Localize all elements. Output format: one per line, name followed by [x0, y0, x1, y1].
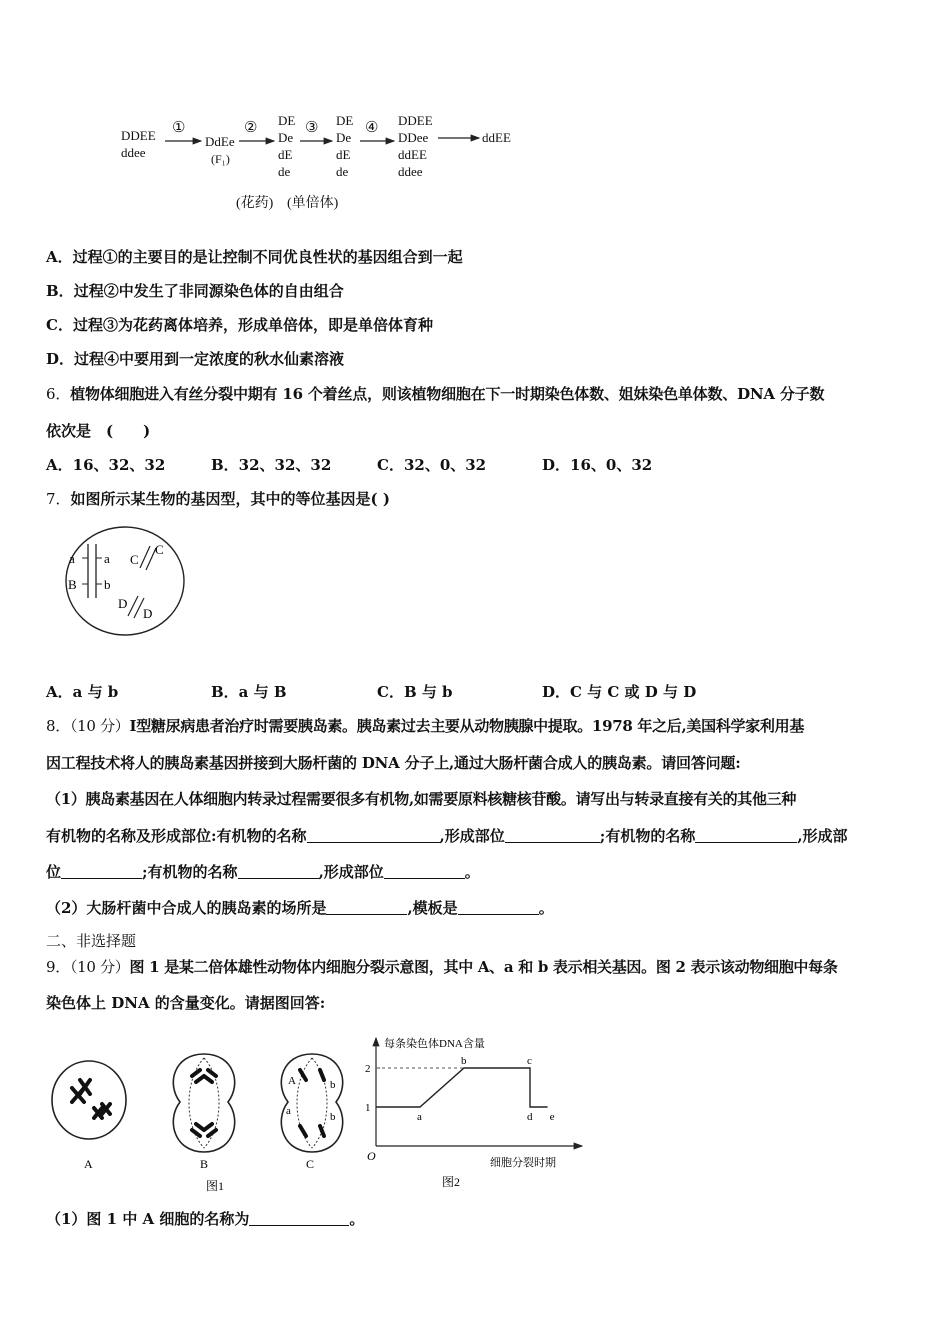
step-2-label: ②: [244, 120, 258, 136]
q7-option-d: D．C 与 C 或 D 与 D: [542, 683, 697, 701]
doubled-3: ddEE: [398, 147, 427, 162]
blank-prompt: （1）图 1 中 A 细胞的名称为: [46, 1210, 250, 1228]
answer-blank-6[interactable]: [384, 864, 465, 879]
cell-membrane: [66, 527, 184, 635]
q9-stem-line2: 染色体上 DNA 的含量变化。请据图回答:: [46, 994, 326, 1012]
q8-stem-line2: 因工程技术将人的胰岛素基因拼接到大肠杆菌的 DNA 分子上,通过大肠杆菌合成人的胰岛素。请回答问题:: [46, 754, 741, 772]
step-4-label: ④: [365, 120, 379, 136]
cell-b-membrane: [173, 1054, 234, 1152]
step-1-label: ①: [172, 120, 186, 136]
q6-option-a: A．16、32、32: [46, 456, 166, 474]
answer-blank-5[interactable]: [238, 864, 319, 879]
gamete-de-2: De: [278, 130, 294, 145]
blank-prompt: 位: [46, 863, 62, 881]
y-tick-2: 2: [365, 1063, 371, 1075]
point-label-c: c: [527, 1055, 532, 1067]
y-axis-title: 每条染色体DNA含量: [384, 1038, 485, 1050]
point-label-a: a: [417, 1111, 422, 1123]
gamete-de-1: DE: [278, 113, 296, 128]
q6-option-c: C．32、0、32: [377, 456, 487, 474]
series-line: [376, 1068, 548, 1107]
gamete-de-4: de: [278, 164, 291, 179]
cell-b-chromosomes: [192, 1070, 216, 1136]
answer-blank-9[interactable]: [249, 1211, 349, 1226]
parent-ddee-lower: ddee: [121, 145, 146, 160]
q8-part2: [46, 897, 554, 918]
blank-prompt: ,形成部位: [318, 863, 384, 881]
gene-label-D-left: D: [118, 596, 128, 611]
blank-prompt: 。: [538, 899, 554, 917]
parent-ddee-upper: DDEE: [121, 128, 156, 143]
q7-option-b: B．a 与 B: [211, 683, 287, 701]
q5-option-b: [46, 280, 344, 301]
gene-label-C-right: C: [155, 542, 164, 557]
answer-blank-1[interactable]: [307, 828, 440, 843]
gene-label-lower-a: a: [286, 1105, 291, 1117]
step-3-label: ③: [305, 120, 319, 136]
q5-option-c: [46, 314, 433, 335]
q5-option-d: [46, 348, 344, 369]
haploid-3: dE: [336, 147, 351, 162]
figure-1-caption: 图1: [206, 1179, 225, 1193]
question-number: 6．: [46, 385, 71, 403]
question-text: 植物体细胞进入有丝分裂中期有 16 个着丝点，则该植物细胞在下一时期染色体数、姐妹染色单体数、DNA 分子数: [70, 385, 825, 403]
blank-prompt: ,形成部位: [439, 827, 505, 845]
q6-option-d: D．16、0、32: [542, 456, 653, 474]
section-heading: 二、非选择题: [46, 932, 137, 950]
point-label-d: d: [527, 1111, 533, 1123]
q7-option-c: C．B 与 b: [377, 683, 453, 701]
gene-label-lower-b: b: [330, 1111, 336, 1123]
cell-a-label: A: [84, 1157, 93, 1171]
gene-label-b: b: [104, 577, 111, 592]
answer-blank-2[interactable]: [505, 828, 600, 843]
gamete-de-3: dE: [278, 147, 293, 162]
q8-part1-line3: [46, 861, 480, 882]
q5-option-a: [46, 246, 463, 267]
q6-stem-line2: 依次是 ( ): [46, 422, 151, 440]
option-letter: A．: [46, 248, 73, 266]
q7-stem: [46, 488, 390, 509]
cell-b-label: B: [200, 1157, 209, 1171]
cell-c-label: C: [306, 1157, 315, 1171]
q8-stem-line1: [46, 715, 804, 736]
q8-part1-line2: [46, 825, 848, 846]
point-label-e: e: [549, 1111, 555, 1123]
cell-c-membrane: [281, 1054, 342, 1152]
f1-label: (F₁): [211, 152, 230, 166]
q6-stem-line1: [46, 383, 824, 404]
question-text: Ⅰ型糖尿病患者治疗时需要胰岛素。胰岛素过去主要从动物胰腺中提取。1978 年之后,美国科学家利用基: [129, 717, 805, 735]
q9-stem-line1: [46, 956, 838, 977]
cell-a-membrane: [52, 1061, 126, 1139]
option-text: 过程②中发生了非同源染色体的自由组合: [73, 282, 344, 300]
question-number: 8．: [46, 717, 70, 735]
option-letter: D．: [46, 350, 75, 368]
gene-label-C-left: C: [130, 552, 139, 567]
option-text: 过程①的主要目的是让控制不同优良性状的基因组合到一起: [72, 248, 463, 266]
blank-prompt: （2）大肠杆菌中合成人的胰岛素的场所是: [46, 899, 327, 917]
q9-sub1: [46, 1208, 364, 1229]
blank-prompt: ;有机物的名称: [142, 863, 238, 881]
q8-part1-line1: （1）胰岛素基因在人体细胞内转录过程需要很多有机物,如需要原料核糖核苷酸。请写出与转录直接有关的其他三种: [46, 790, 797, 808]
option-letter: B．: [46, 282, 74, 300]
blank-prompt: ,形成部: [797, 827, 848, 845]
answer-blank-4[interactable]: [61, 864, 142, 879]
haploid-1: DE: [336, 113, 354, 128]
question-score: （10 分）: [69, 958, 130, 976]
question-score: （10 分）: [69, 717, 130, 735]
haploid-2: De: [336, 130, 352, 145]
result-genotype: ddEE: [482, 130, 511, 145]
point-label-b: b: [461, 1055, 467, 1067]
y-tick-1: 1: [365, 1102, 371, 1114]
answer-blank-8[interactable]: [458, 900, 539, 915]
gene-label-a-left: a: [69, 551, 75, 566]
caption-haploid: (单倍体): [287, 196, 339, 211]
q7-option-a: A．a 与 b: [46, 683, 119, 701]
blank-prompt: 有机物的名称及形成部位:有机物的名称: [46, 827, 307, 845]
question-number: 7．: [46, 490, 71, 508]
cell-c-chromosomes: [300, 1070, 324, 1136]
question-number: 9．: [46, 958, 70, 976]
gene-label-upper-b: b: [330, 1079, 336, 1091]
blank-prompt: ;有机物的名称: [599, 827, 696, 845]
option-text: 过程③为花药离体培养，形成单倍体，即是单倍体育种: [72, 316, 433, 334]
q6-option-b: B．32、32、32: [211, 456, 332, 474]
option-letter: C．: [46, 316, 73, 334]
doubled-2: DDee: [398, 130, 429, 145]
q9-figure-2-chart: [362, 1034, 592, 1194]
gene-label-B: B: [68, 577, 77, 592]
gene-label-D-right: D: [143, 606, 153, 621]
figure-2-caption: 图2: [442, 1175, 461, 1189]
gene-label-a-right: a: [104, 551, 110, 566]
question-text: 如图所示某生物的基因型，其中的等位基因是( ): [70, 490, 390, 508]
question-text: 图 1 是某二倍体雄性动物体内细胞分裂示意图，其中 A、a 和 b 表示相关基因。图 2 表示该动物细胞中每条: [129, 958, 838, 976]
breeding-arrows: [0, 0, 950, 220]
chart-marks: [376, 1055, 555, 1123]
origin-label: O: [367, 1149, 376, 1163]
cell-a-chromosomes: [72, 1080, 110, 1118]
answer-blank-7[interactable]: [326, 900, 407, 915]
f1-genotype: DdEe: [205, 134, 235, 149]
cell-b-spindle: [189, 1058, 219, 1148]
doubled-4: ddee: [398, 164, 423, 179]
doubled-1: DDEE: [398, 113, 433, 128]
answer-blank-3[interactable]: [695, 828, 797, 843]
x-axis-title: 细胞分裂时期: [490, 1157, 556, 1169]
q9-figure-1: [44, 1040, 364, 1200]
haploid-4: de: [336, 164, 349, 179]
caption-anther: (花药): [236, 196, 274, 211]
option-text: 过程④中要用到一定浓度的秋水仙素溶液: [74, 350, 345, 368]
q7-cell-figure: [60, 522, 190, 640]
gene-label-upper-A: A: [288, 1075, 296, 1087]
blank-prompt: 。: [464, 863, 480, 881]
blank-prompt: 。: [349, 1210, 365, 1228]
blank-prompt: ,模板是: [407, 899, 458, 917]
